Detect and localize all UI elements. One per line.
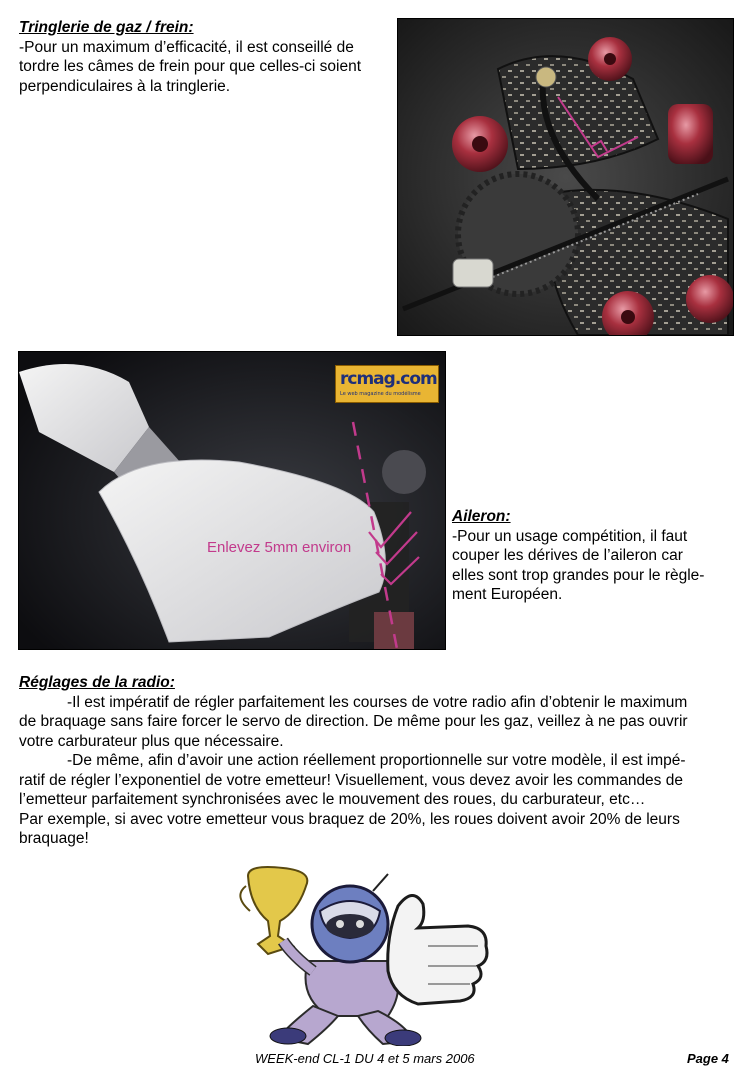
mascot-illustration: [238, 866, 500, 1046]
brake-linkage-heading: Tringlerie de gaz / frein:: [19, 19, 194, 36]
wing-heading: Aileron:: [452, 508, 511, 525]
wing-line: -Pour un usage compétition, il faut: [452, 527, 688, 545]
radio-settings-heading: Réglages de la radio:: [19, 674, 175, 691]
wing-line: couper les dérives de l’aileron car: [452, 547, 683, 564]
footer-title: WEEK-end CL-1 DU 4 et 5 mars 2006: [255, 1051, 475, 1066]
wing-photo: [18, 351, 446, 650]
rcmag-logo-subtext: Le web magazine du modélisme: [340, 391, 421, 397]
radio-settings-line: ratif de régler l’exponentiel de votre emetteur! Visuellement, vous devez avoir les commandes de: [19, 771, 683, 789]
brake-cam-illustration: [398, 19, 733, 335]
radio-settings-line: -De même, afin d’avoir une action réellement proportionnelle sur votre modèle, il est impé-: [67, 752, 686, 769]
radio-settings-line: -Il est impératif de régler parfaitement les courses de votre radio afin d’obtenir le maximum: [67, 693, 688, 711]
rcmag-logo-text: rcmag.com: [340, 369, 437, 389]
wing-line: elles sont trop grandes pour le règle-: [452, 566, 705, 584]
cut-annotation: Enlevez 5mm environ: [207, 539, 352, 556]
brake-linkage-line: tordre les câmes de frein pour que celles-ci soient: [19, 58, 362, 75]
wing-section: [452, 507, 742, 605]
rcmag-logo: [335, 365, 439, 403]
brake-linkage-section: [19, 18, 389, 96]
radio-settings-line: votre carburateur plus que nécessaire.: [19, 732, 284, 750]
radio-settings-line: Par exemple, si avec votre emetteur vous braquez de 20%, les roues doivent avoir 20% de leurs: [19, 810, 680, 828]
radio-settings-line: de braquage sans faire forcer le servo de direction. De même pour les gaz, veillez à ne pas ouvrir: [19, 713, 688, 730]
radio-settings-line: l’emetteur parfaitement synchronisées avec le mouvement des roues, du carburateur, etc…: [19, 791, 646, 808]
brake-linkage-line: perpendiculaires à la tringlerie.: [19, 77, 231, 95]
brake-linkage-line: -Pour un maximum d’efficacité, il est conseillé de: [19, 38, 354, 56]
page-number: Page 4: [687, 1051, 729, 1066]
wing-line: ment Européen.: [452, 586, 563, 603]
brake-cam-photo: [397, 18, 734, 336]
radio-settings-section: [19, 673, 739, 849]
radio-settings-line: braquage!: [19, 830, 89, 847]
